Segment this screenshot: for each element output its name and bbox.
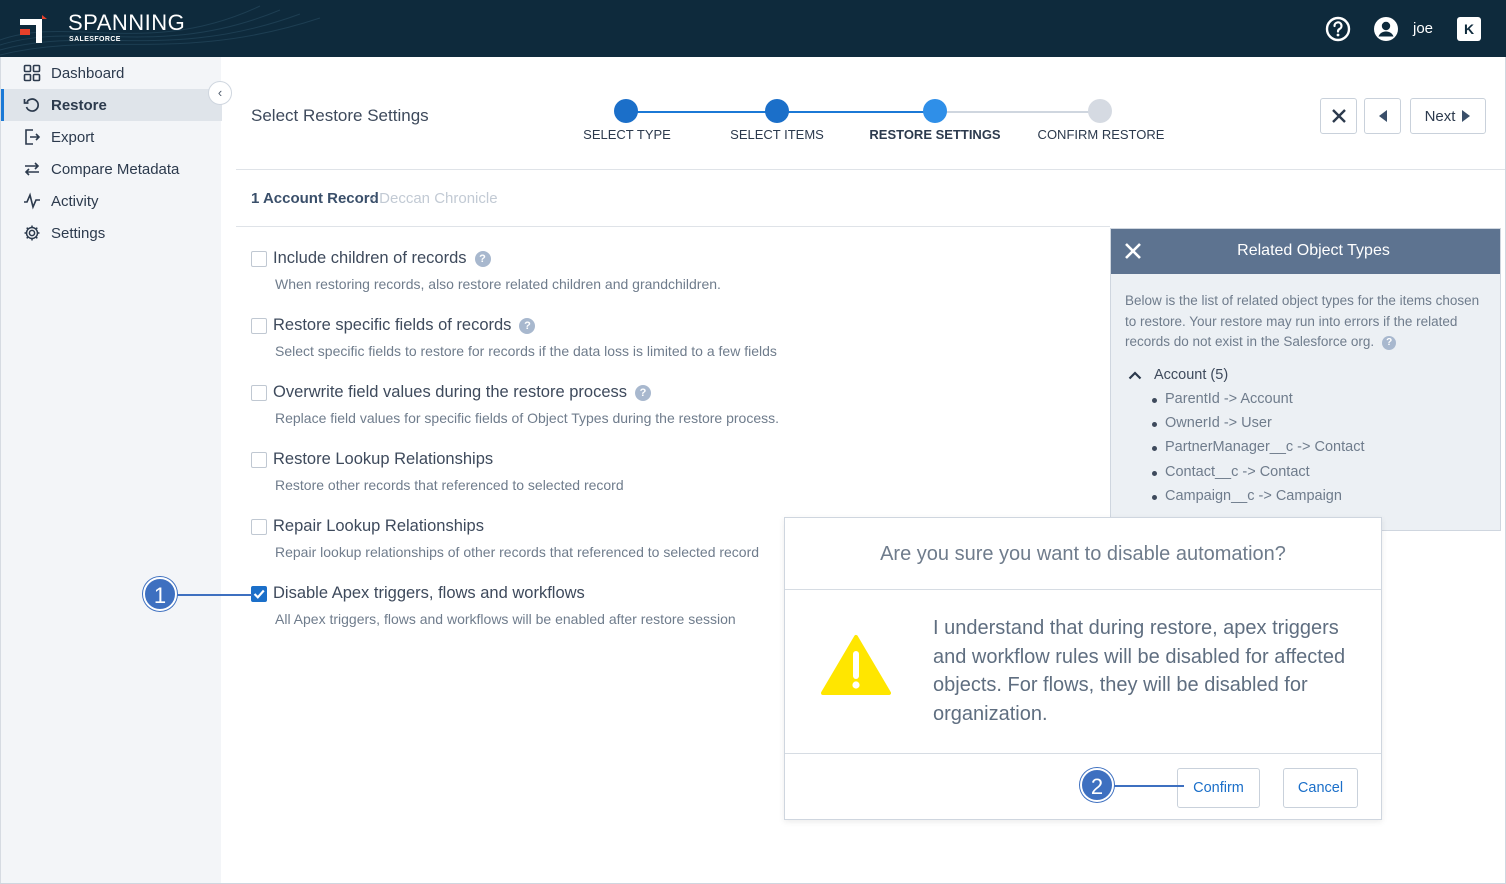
- callout-connector: [176, 594, 252, 596]
- step-label-select-items[interactable]: SELECT ITEMS: [730, 127, 824, 142]
- related-item: PartnerManager__c -> Contact: [1165, 439, 1365, 455]
- sidebar-item-settings[interactable]: [1, 217, 222, 249]
- next-button-label: Next: [1424, 107, 1456, 125]
- checkmark-icon: [252, 587, 266, 601]
- top-bar: [0, 0, 1506, 57]
- dashboard-grid-icon: [23, 64, 41, 82]
- user-avatar-icon[interactable]: [1373, 16, 1399, 42]
- help-icon[interactable]: [1325, 16, 1351, 42]
- sidebar-collapse-button[interactable]: ‹: [208, 81, 232, 105]
- option-title: Include children of records ?: [273, 249, 491, 268]
- step-dot-select-type[interactable]: [614, 99, 638, 123]
- sidebar-item-dashboard[interactable]: [1, 57, 222, 89]
- option-title: Restore Lookup Relationships: [273, 450, 494, 468]
- activity-pulse-icon: [23, 192, 41, 210]
- next-button[interactable]: [1410, 98, 1486, 134]
- help-icon[interactable]: ?: [1382, 336, 1396, 350]
- cancel-button[interactable]: Cancel: [1283, 768, 1358, 808]
- option-title: Repair Lookup Relationships: [273, 517, 484, 535]
- user-name[interactable]: joe: [1413, 20, 1434, 37]
- step-connector: [935, 111, 1100, 113]
- sidebar-item-activity[interactable]: [1, 185, 222, 217]
- overwrite-field-values-checkbox[interactable]: [251, 385, 267, 401]
- help-icon[interactable]: ?: [475, 251, 491, 267]
- chevron-up-icon[interactable]: [1128, 370, 1142, 380]
- step-connector: [777, 111, 935, 113]
- compare-arrows-icon: [23, 160, 41, 178]
- option-title: Disable Apex triggers, flows and workflows: [273, 584, 585, 602]
- step-dot-confirm-restore: [1088, 99, 1112, 123]
- callout-badge-1: 1: [143, 577, 177, 611]
- divider: [236, 226, 1110, 227]
- step-dot-select-items[interactable]: [765, 99, 789, 123]
- option-description: Restore other records that referenced to selected record: [275, 477, 624, 493]
- gear-icon: [23, 224, 41, 242]
- brand-subtitle: SALESFORCE: [69, 36, 121, 43]
- related-item: Contact__c -> Contact: [1165, 464, 1310, 480]
- callout-connector: [1112, 785, 1184, 787]
- chevron-right-icon: [1461, 109, 1471, 123]
- step-label-confirm-restore: CONFIRM RESTORE: [1037, 127, 1165, 142]
- dialog-body: [785, 590, 1381, 754]
- step-label-select-type[interactable]: SELECT TYPE: [583, 127, 671, 142]
- brand-name: SPANNING: [68, 10, 186, 35]
- repair-lookup-relationships-checkbox[interactable]: [251, 519, 267, 535]
- restore-icon: [23, 96, 41, 114]
- sidebar-item-label: Dashboard: [51, 64, 125, 82]
- option-description: Replace field values for specific fields of Object Types during the restore process.: [275, 410, 779, 426]
- sidebar-item-label: Settings: [51, 224, 106, 242]
- panel-intro: Below is the list of related object types for the items chosen to restore. Your restore may run into errors if the related records do not exist in the Salesforce org. ?: [1125, 293, 1480, 349]
- help-icon[interactable]: ?: [635, 385, 651, 401]
- disable-automation-checkbox[interactable]: [251, 586, 267, 602]
- related-item: Campaign__c -> Campaign: [1165, 488, 1342, 504]
- dialog-title: Are you sure you want to disable automation?: [785, 518, 1381, 590]
- restore-lookup-relationships-checkbox[interactable]: [251, 452, 267, 468]
- option-title: Restore specific fields of records ?: [273, 316, 535, 335]
- include-children-checkbox[interactable]: [251, 251, 267, 267]
- close-icon: [1331, 108, 1347, 124]
- kaseya-app-icon[interactable]: K: [1457, 17, 1481, 41]
- restore-specific-fields-checkbox[interactable]: [251, 318, 267, 334]
- option-description: All Apex triggers, flows and workflows will be enabled after restore session: [275, 611, 736, 627]
- panel-header: [1111, 229, 1500, 274]
- related-item: ParentId -> Account: [1165, 391, 1293, 407]
- sidebar: [0, 57, 221, 884]
- sidebar-item-label: Export: [51, 128, 95, 146]
- sidebar-item-compare-metadata[interactable]: [1, 153, 222, 185]
- step-label-restore-settings[interactable]: RESTORE SETTINGS: [869, 127, 1001, 142]
- sidebar-item-restore[interactable]: [1, 89, 222, 121]
- help-icon[interactable]: ?: [519, 318, 535, 334]
- option-title: Overwrite field values during the restore process ?: [273, 383, 651, 402]
- callout-badge-2: 2: [1080, 768, 1114, 802]
- related-item: OwnerId -> User: [1165, 415, 1272, 431]
- related-group-label[interactable]: Account (5): [1154, 367, 1229, 383]
- sidebar-item-label: Restore: [51, 96, 107, 114]
- export-icon: [23, 128, 41, 146]
- chevron-left-icon: [1377, 109, 1389, 123]
- sidebar-item-label: Compare Metadata: [51, 160, 180, 178]
- option-description: Select specific fields to restore for records if the data loss is limited to a few fields: [275, 343, 777, 359]
- sidebar-item-export[interactable]: [1, 121, 222, 153]
- dialog-message: I understand that during restore, apex triggers and workflow rules will be disabled for affected objects. For flows, they will be disabled for organization.: [933, 617, 1346, 725]
- cancel-wizard-button[interactable]: [1320, 98, 1357, 134]
- warning-icon: [821, 634, 891, 696]
- spanning-logo-icon[interactable]: [18, 13, 48, 45]
- divider: [236, 169, 1506, 170]
- record-name: - Deccan Chronicle: [370, 190, 498, 207]
- option-description: Repair lookup relationships of other records that referenced to selected record: [275, 544, 760, 560]
- panel-title: Related Object Types: [1237, 242, 1390, 259]
- back-button[interactable]: [1364, 98, 1401, 134]
- step-connector: [626, 111, 777, 113]
- option-description: When restoring records, also restore related children and grandchildren.: [275, 276, 721, 292]
- related-object-types-panel: [1110, 228, 1501, 531]
- confirm-button[interactable]: Confirm: [1177, 768, 1260, 808]
- sidebar-item-label: Activity: [51, 192, 99, 210]
- page-title: Select Restore Settings: [251, 106, 429, 125]
- step-dot-restore-settings[interactable]: [923, 99, 947, 123]
- record-count: 1 Account Record: [251, 190, 379, 207]
